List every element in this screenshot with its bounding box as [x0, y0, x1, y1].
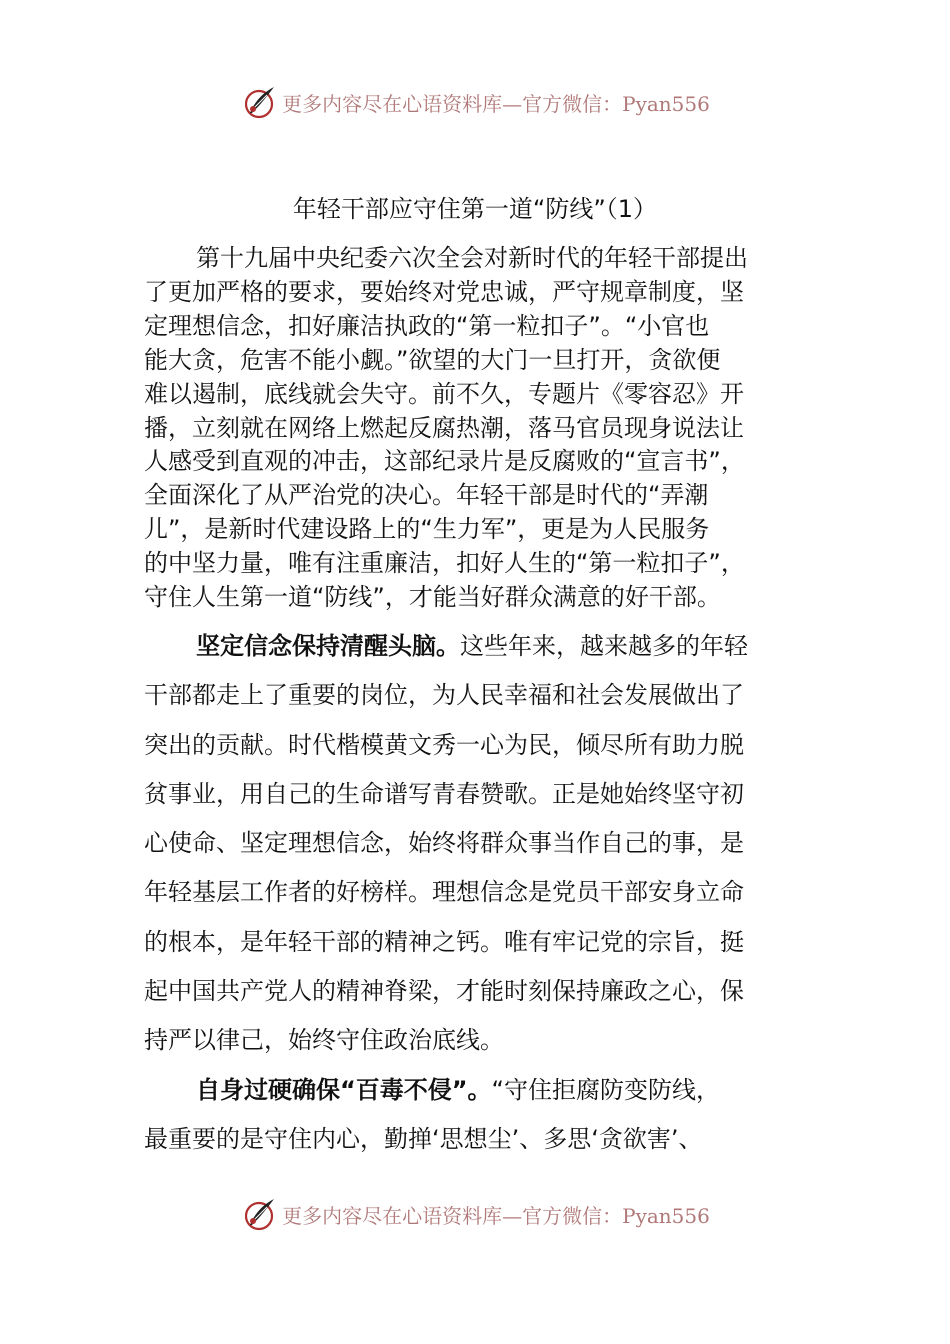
paragraph-line: 突出的贡献。时代楷模黄文秀一心为民，倾尽所有助力脱 — [144, 730, 744, 759]
paragraph-line: 能大贪，危害不能小觑。”欲望的大门一旦打开，贪欲便 — [144, 345, 721, 374]
paragraph-line: 的中坚力量，唯有注重廉洁，扣好人生的“第一粒扣子”， — [144, 549, 745, 578]
paragraph-text: “守住拒腐防变防线， — [491, 1076, 720, 1104]
paragraph-line: 第十九届中央纪委六次全会对新时代的年轻干部提出 — [196, 244, 748, 272]
quill-logo-icon — [240, 83, 278, 121]
document-title: 年轻干部应守住第一道“防线”（1） — [292, 195, 658, 223]
paragraph-first-line — [144, 622, 806, 671]
paragraph-first-line — [144, 1066, 806, 1115]
paragraph-line: 干部都走上了重要的岗位，为人民幸福和社会发展做出了 — [144, 681, 744, 710]
paragraph-2 — [144, 622, 806, 1066]
paragraph-line: 守住人生第一道“防线”，才能当好群众满意的好干部。 — [144, 583, 721, 612]
quill-logo-icon — [240, 1195, 278, 1233]
paragraph-text: 这些年来，越来越多的年轻 — [460, 632, 748, 660]
paragraph-line: 最重要的是守住内心，勤掸‘思想尘’、多思‘贪欲害’、 — [144, 1125, 703, 1154]
footer-banner-text: 更多内容尽在心语资料库—官方微信：Pyan556 — [282, 1203, 710, 1228]
header-banner-text: 更多内容尽在心语资料库—官方微信：Pyan556 — [282, 91, 710, 116]
paragraph-1 — [144, 242, 806, 615]
paragraph-line: 儿”，是新时代建设路上的“生力军”，更是为人民服务 — [144, 515, 710, 544]
paragraph-heading: 坚定信念保持清醒头脑。 — [196, 632, 460, 660]
paragraph-line: 播，立刻就在网络上燃起反腐热潮，落马官员现身说法让 — [144, 413, 744, 442]
paragraph-line: 定理想信念，扣好廉洁执政的“第一粒扣子”。“小官也 — [144, 311, 710, 340]
paragraph-line: 难以遏制，底线就会失守。前不久，专题片《零容忍》开 — [144, 379, 744, 408]
paragraph-line: 的根本，是年轻干部的精神之钙。唯有牢记党的宗旨，挺 — [144, 927, 744, 956]
footer-banner — [0, 1192, 950, 1236]
paragraph-line: 持严以律己，始终守住政治底线。 — [144, 1026, 504, 1055]
paragraph-line: 了更加严格的要求，要始终对党忠诚，严守规章制度，坚 — [144, 277, 744, 306]
paragraph-3 — [144, 1066, 806, 1165]
paragraph-line: 年轻基层工作者的好榜样。理想信念是党员干部安身立命 — [144, 878, 744, 907]
paragraph-line: 起中国共产党人的精神脊梁，才能时刻保持廉政之心，保 — [144, 977, 744, 1006]
paragraph-line: 贫事业，用自己的生命谱写青春赞歌。正是她始终坚守初 — [144, 779, 744, 808]
paragraph-line: 心使命、坚定理想信念，始终将群众事当作自己的事，是 — [144, 829, 744, 858]
paragraph-heading: 自身过硬确保“百毒不侵”。 — [196, 1076, 492, 1104]
header-banner — [0, 80, 950, 124]
paragraph-line: 人感受到直观的冲击，这部纪录片是反腐败的“宣言书”， — [144, 447, 745, 476]
paragraph-line: 全面深化了从严治党的决心。年轻干部是时代的“弄潮 — [144, 481, 709, 510]
